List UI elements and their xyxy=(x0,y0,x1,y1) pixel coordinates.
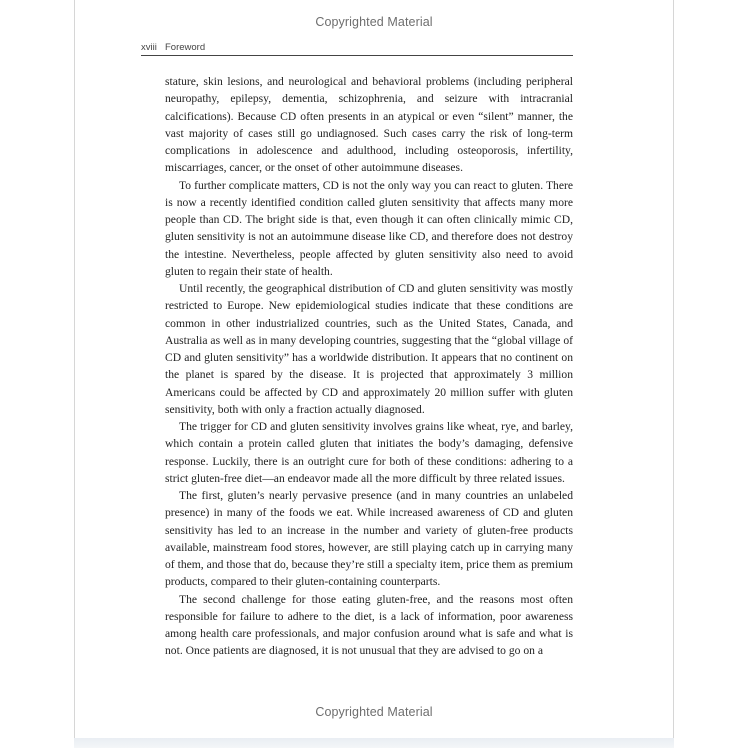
watermark-top: Copyrighted Material xyxy=(315,15,433,29)
paragraph: To further complicate matters, CD is not the only way you can react to gluten. There is now a recently identified condition called gluten sensitivity that affects many more people than CD. The bright side is that, even though it can often clinically mimic CD, gluten sensitivity is not an autoimmune disease like CD, and therefore does not destroy the intestine. Nevertheless, people affected by gluten sensitivity also need to avoid gluten to regain their state of health. xyxy=(165,178,573,278)
section-title: Foreword xyxy=(165,42,206,53)
paragraph: The first, gluten’s nearly pervasive presence (and in many countries an unlabeled presence) in many of the foods we eat. While increased awareness of CD and gluten sensitivity has led to an increase in the number and variety of gluten-free products available, mainstream food stores, however, are still playing catch up in carrying many of them, and those that do, because they’re still a specialty item, price them as premium products, compared to their gluten-containing counterparts. xyxy=(165,489,573,589)
page-number: xviii xyxy=(141,42,157,53)
paragraph: stature, skin lesions, and neurological and behavioral problems (including peripheral neuropathy, epilepsy, dementia, schizophrenia, and seizure with intracranial calcifications). Because CD often presents in an atypical or even “silent” manner, the vast majority of cases still go undiagnosed. Such cases carry the risk of long-term complications in adolescence and adulthood, including osteoporosis, infertility, miscarriages, cancer, or the onset of other autoimmune diseases. xyxy=(165,75,573,175)
paragraph: The second challenge for those eating gluten-free, and the reasons most often responsible for failure to adhere to the diet, is a lack of information, poor awareness among health care professionals, and major confusion around what is safe and what is not. Once patients are diagnosed, it is not unusual that they are advised to go on a xyxy=(165,592,573,658)
watermark-bottom: Copyrighted Material xyxy=(315,705,433,719)
paragraph: Until recently, the geographical distribution of CD and gluten sensitivity was mostly restricted to Europe. New epidemiological studies indicate that these conditions are common in other industrialized countries, such as the United States, Canada, and Australia as well as in many developing countries, suggesting that the “global village of CD and gluten sensitivity” has a worldwide distribution. It appears that no continent on the planet is spared by the disease. It is projected that approximately 3 million Americans could be affected by CD and approximately 20 million suffer with gluten sensitivity, both with only a fraction actually diagnosed. xyxy=(165,282,573,416)
paragraph: The trigger for CD and gluten sensitivity involves grains like wheat, rye, and barley, which contain a protein called gluten that initiates the body’s damaging, defensive response. Luckily, there is an outright cure for both of these conditions: adhering to a strict gluten-free diet—an endeavor made all the more difficult by three related issues. xyxy=(165,420,573,485)
page-bottom-shadow xyxy=(74,738,674,748)
running-head xyxy=(141,41,573,56)
body-text xyxy=(165,73,573,660)
